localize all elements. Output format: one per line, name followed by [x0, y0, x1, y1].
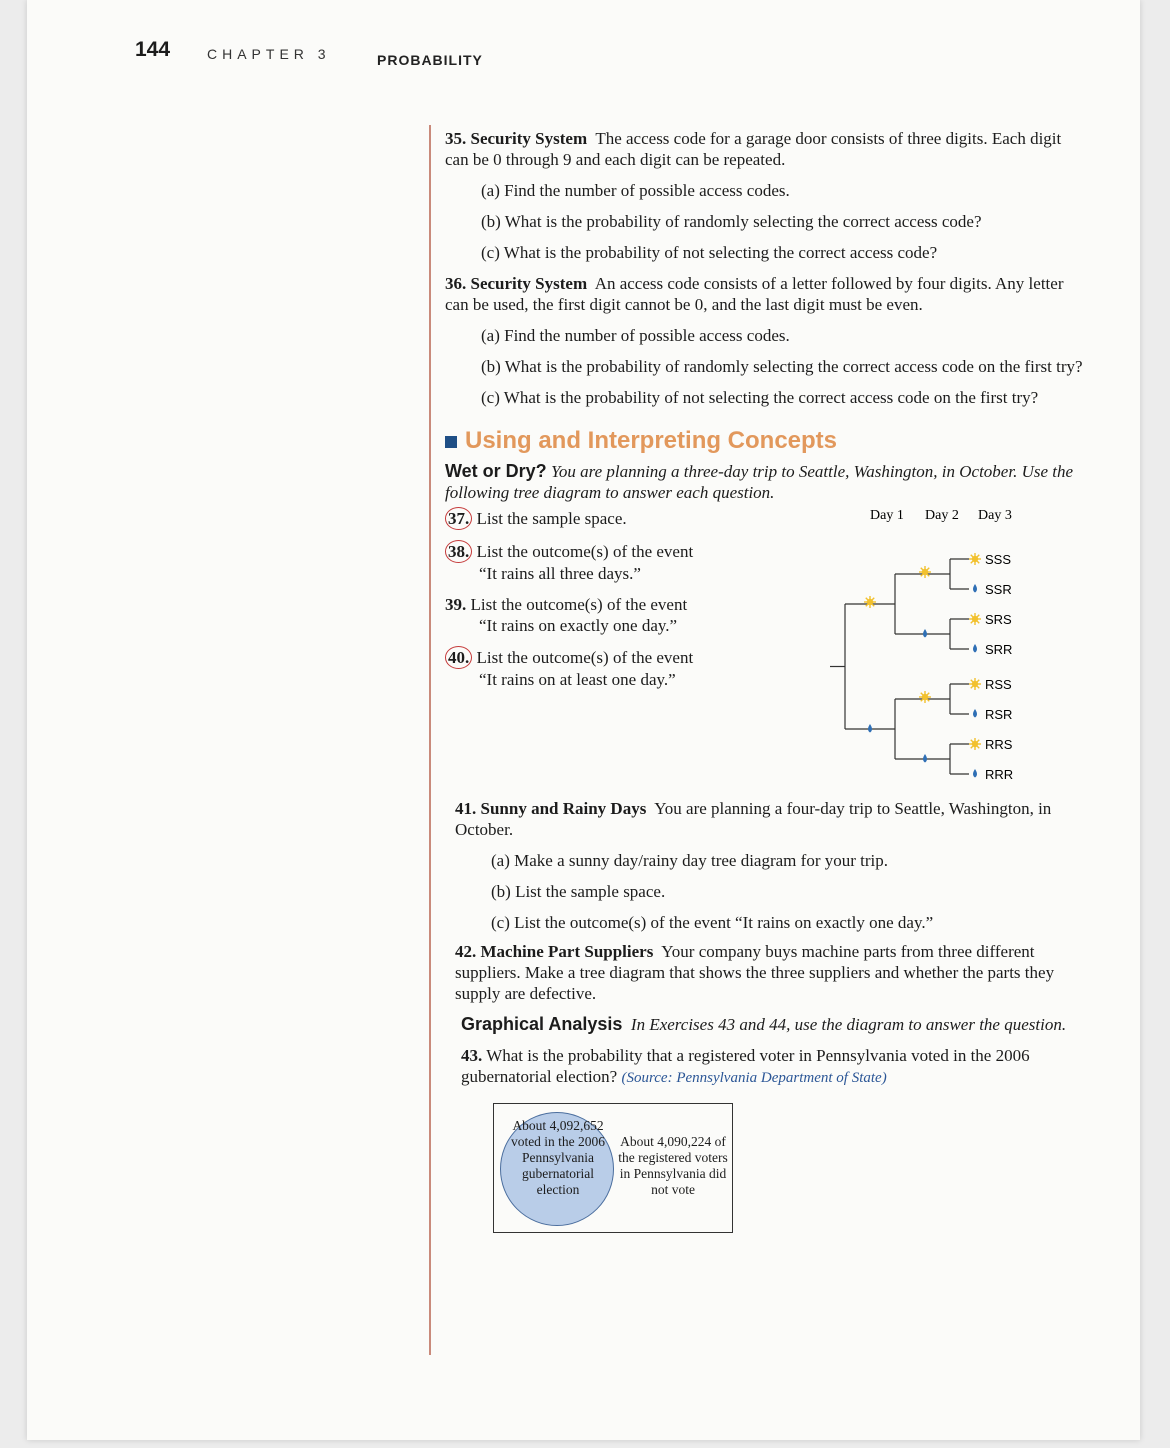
exercise-41 [455, 798, 1085, 933]
outcome-label: RRS [985, 737, 1013, 752]
part-a: (a) Find the number of possible access codes. [481, 181, 790, 200]
exercise-text: You are planning a four-day trip to Seattle, Washington, in October. [455, 799, 1052, 839]
exercise-text: List the sample space. [476, 509, 627, 528]
sun-icon [919, 691, 931, 703]
exercise-40 [445, 646, 725, 690]
event-quote: “It rains on at least one day.” [479, 670, 676, 689]
exercise-35 [445, 128, 1085, 263]
exercise-36 [445, 273, 1085, 408]
sun-icon [864, 596, 876, 608]
outcome-label: SSR [985, 582, 1012, 597]
section-heading [445, 427, 1085, 454]
part-b: (b) What is the probability of randomly selecting the correct access code? [481, 212, 982, 231]
graphical-title: Graphical Analysis [461, 1014, 623, 1034]
exercise-number: 41. [455, 799, 477, 818]
exercise-number: 43. [461, 1046, 483, 1065]
exercise-42 [455, 941, 1085, 1004]
exercise-number: 39. [445, 595, 467, 614]
exercise-title: Sunny and Rainy Days [480, 799, 647, 818]
sun-icon [969, 738, 981, 750]
outcome-label: SSS [985, 552, 1012, 567]
exercise-text: List the outcome(s) of the event [476, 648, 694, 667]
exercise-number: 42. [455, 942, 477, 961]
exercise-number: 37. [445, 507, 472, 530]
exercise-text: Your company buys machine parts from three different suppliers. Make a tree diagram that shows the three suppliers and whether the parts they supply are defective. [455, 942, 1055, 1003]
day-3-header: Day 3 [978, 508, 1012, 523]
sun-icon [969, 678, 981, 690]
did-not-vote-label: About 4,090,224 of the registered voters in Pennsylvania did not vote [618, 1134, 728, 1197]
exercise-text: List the outcome(s) of the event [470, 595, 688, 614]
exercise-number: 40. [445, 646, 472, 669]
outcome-label: RRR [985, 767, 1014, 782]
intro-title: Wet or Dry? [445, 461, 547, 481]
page-title: PROBABILITY [377, 52, 483, 68]
day-2-header: Day 2 [925, 508, 959, 523]
exercise-content [445, 122, 1085, 1233]
exercise-37 [445, 507, 725, 530]
outcome-label: SRS [985, 612, 1012, 627]
sun-icon [969, 553, 981, 565]
margin-rule [429, 125, 431, 1355]
exercise-38 [445, 540, 725, 584]
tree-branches [830, 559, 969, 774]
exercise-text: What is the probability that a registered voter in Pennsylvania voted in the 2006 gubernatorial election? [461, 1046, 1030, 1086]
voter-venn-diagram [493, 1103, 733, 1233]
raindrop-icon [923, 629, 927, 638]
question-list [445, 507, 725, 690]
exercise-number: 38. [445, 540, 472, 563]
exercise-title: Security System [470, 129, 588, 148]
sun-icon [969, 613, 981, 625]
outcome-label: SRR [985, 642, 1013, 657]
outcome-label: RSR [985, 707, 1013, 722]
section-title: Using and Interpreting Concepts [465, 427, 838, 454]
raindrop-icon [973, 709, 977, 718]
source-citation: (Source: Pennsylvania Department of State) [621, 1070, 887, 1086]
graphical-analysis [461, 1014, 1085, 1035]
sun-icon [919, 566, 931, 578]
section-square-icon [445, 436, 457, 448]
exercise-43 [461, 1045, 1085, 1089]
chapter-label: CHAPTER 3 [207, 46, 331, 62]
raindrop-icon [973, 644, 977, 653]
raindrop-icon [973, 584, 977, 593]
wet-or-dry-intro [445, 461, 1085, 503]
event-quote: “It rains on exactly one day.” [479, 616, 678, 635]
exercise-39 [445, 594, 725, 636]
part-a: (a) Make a sunny day/rainy day tree diagram for your trip. [491, 851, 888, 870]
exercise-title: Machine Part Suppliers [480, 942, 654, 961]
exercise-text: The access code for a garage door consists of three digits. Each digit can be 0 through 9 and each digit can be repeated. [445, 129, 1062, 169]
part-b: (b) List the sample space. [491, 882, 666, 901]
voted-label: About 4,092,652 voted in the 2006 Pennsylvania gubernatorial election [510, 1118, 606, 1197]
exercise-title: Security System [470, 274, 588, 293]
exercise-number: 35. [445, 129, 467, 148]
part-b: (b) What is the probability of randomly selecting the correct access code on the first try? [481, 357, 1083, 376]
part-a: (a) Find the number of possible access codes. [481, 326, 790, 345]
exercise-text: List the outcome(s) of the event [476, 542, 694, 561]
raindrop-icon [923, 754, 927, 763]
exercise-number: 36. [445, 274, 467, 293]
intro-text: You are planning a three-day trip to Seattle, Washington, in October. Use the following tree diagram to answer each question. [445, 462, 1074, 502]
raindrop-icon [868, 724, 872, 733]
event-quote: “It rains all three days.” [479, 564, 641, 583]
weather-tree-diagram [830, 507, 1050, 797]
exercise-text: An access code consists of a letter followed by four digits. Any letter can be used, the first digit cannot be 0, and the last digit must be even. [445, 274, 1064, 314]
tree-outcome-labels [985, 552, 1013, 782]
textbook-page [27, 0, 1140, 1440]
raindrop-icon [973, 769, 977, 778]
page-number: 144 [135, 38, 171, 61]
tree-question-row [445, 507, 1085, 792]
outcome-label: RSS [985, 677, 1012, 692]
part-c: (c) What is the probability of not selecting the correct access code? [481, 243, 938, 262]
day-1-header: Day 1 [870, 508, 904, 523]
graphical-text: In Exercises 43 and 44, use the diagram to answer the question. [630, 1015, 1067, 1034]
part-c: (c) What is the probability of not selecting the correct access code on the first try? [481, 388, 1039, 407]
part-c: (c) List the outcome(s) of the event “It rains on exactly one day.” [491, 913, 934, 932]
